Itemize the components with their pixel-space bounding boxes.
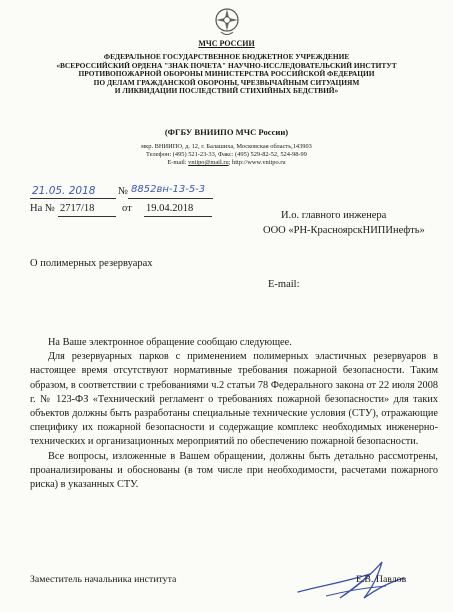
number-underline	[128, 198, 213, 199]
emchs-emblem-icon	[213, 6, 241, 38]
institute-line: ФЕДЕРАЛЬНОЕ ГОСУДАРСТВЕННОЕ БЮДЖЕТНОЕ УЧРЕЖДЕНИЕ	[103, 52, 350, 61]
phones: Телефон: (495) 521-23-33, Факс: (495) 529-82-52, 524-98-99	[146, 151, 307, 159]
address: мкр. ВНИИПО, д. 12, г. Балашиха, Московская область,143903	[141, 143, 312, 150]
institute-abbreviation: (ФГБУ ВНИИПО МЧС России)	[164, 127, 289, 137]
incoming-date-underline	[144, 216, 212, 217]
incoming-from-label: от	[122, 203, 132, 214]
signer-position: Заместитель начальника института	[30, 574, 177, 585]
outgoing-date: 21.05. 2018	[32, 185, 96, 197]
incoming-number: 2717/18	[60, 203, 95, 214]
institute-line: ПО ДЕЛАМ ГРАЖДАНСКОЙ ОБОРОНЫ, ЧРЕЗВЫЧАЙНЫМ СИТУАЦИЯМ	[93, 77, 360, 87]
incoming-number-label: На №	[30, 203, 55, 214]
institute-line: «ВСЕРОССИЙСКИЙ ОРДЕНА "ЗНАК ПОЧЕТА" НАУЧНО-ИССЛЕДОВАТЕЛЬСКИЙ ИНСТИТУТ	[56, 60, 397, 70]
addressee-company: ООО «РН-КрасноярскНИПИнефть»	[263, 225, 425, 236]
institute-line: ПРОТИВОПОЖАРНОЙ ОБОРОНЫ МИНИСТЕРСТВА РОССИЙСКОЙ ФЕДЕРАЦИИ	[78, 69, 375, 79]
date-underline	[30, 198, 116, 199]
incoming-date: 19.04.2018	[146, 203, 194, 214]
email-web-line	[0, 159, 453, 167]
body-paragraph: Для резервуарных парков с применением полимерных эластичных резервуаров в настоящее время отсутствуют нормативные требования пожарной безопасности. Таким образом, в соответствии с требованиями ч.2 статьи 78 Федерального закона от 22 июля 2008 г. № 123-ФЗ «Технический регламент о требованиях пожарной безопасности» для таких объектов должны быть разработаны специальные технические условия (СТУ), отражающие специфику их пожарной безопасности и содержащие комплекс необходимых инженерно-технических и организационных мероприятий по обеспечению пожарной безопасности.	[30, 351, 438, 448]
body-paragraph: Все вопросы, изложенные в Вашем обращении, должны быть детально рассмотрены, проанализированы и обоснованы (в том числе при необходимости, расчетами пожарного риска) в указанных СТУ.	[30, 450, 438, 491]
subject-line: О полимерных резервуарах	[30, 258, 153, 269]
incoming-number-underline	[58, 216, 116, 217]
email-label: E-mail:	[167, 159, 189, 167]
email-field-label: E-mail:	[268, 279, 300, 290]
addressee-position: И.о. главного инженера	[281, 210, 387, 221]
addressee	[263, 208, 425, 238]
institute-name	[0, 53, 453, 96]
letter-body	[30, 336, 438, 492]
outgoing-number: 8852вн-13-5-3	[131, 184, 206, 195]
signer-name: Е.В. Павлов	[356, 574, 407, 585]
outgoing-number-label: №	[118, 186, 129, 197]
intro-paragraph: На Ваше электронное обращение сообщаю следующее.	[48, 337, 292, 348]
institute-line: И ЛИКВИДАЦИИ ПОСЛЕДСТВИЙ СТИХИЙНЫХ БЕДСТВИЙ»	[114, 86, 339, 96]
email-link[interactable]: vniipo@mail.ru	[188, 159, 229, 167]
contacts-block	[0, 143, 453, 168]
org-name: МЧС РОССИИ	[198, 39, 255, 48]
web-link[interactable]: ; http://www.vniipo.ru	[228, 159, 286, 167]
